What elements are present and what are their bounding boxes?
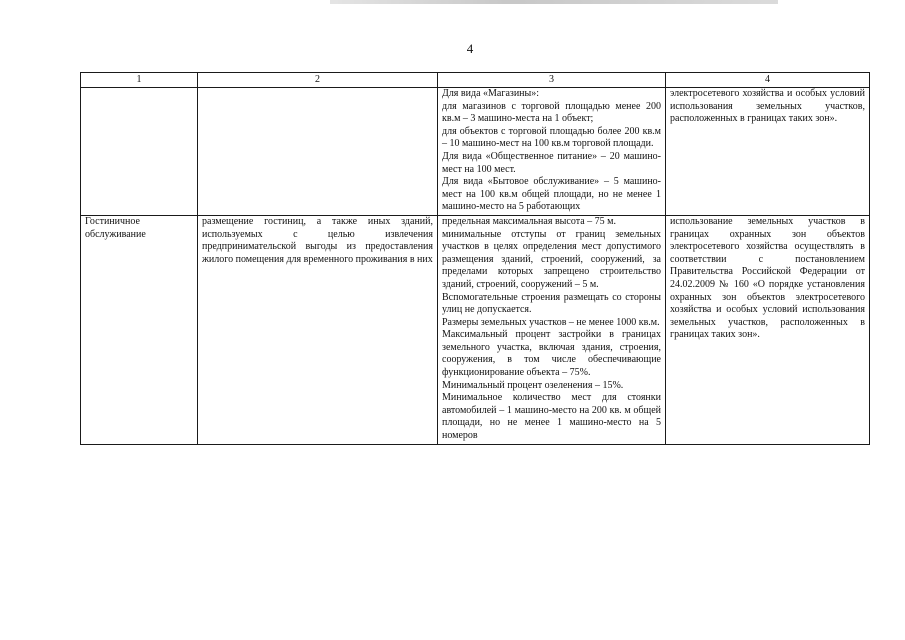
table-row bbox=[81, 88, 870, 216]
table-row bbox=[81, 215, 870, 444]
description-cell: размещение гостиниц, а также иных зданий, используемых с целью извлечения предпринимательской выгоды из предоставления жилого помещения для временного проживания в них bbox=[198, 215, 438, 444]
restrictions-cell: использование земельных участков в границах охранных зон объектов электросетевого хозяйства осуществлять в соответствии с постановлением Правительства Российской Федерации от 24.02.2009 № 160 «О порядке установления охранных зон объектов электросетевого хозяйства и особых условий использования земельных участков, расположенных в границах таких зон». bbox=[666, 215, 870, 444]
table-header-row bbox=[81, 73, 870, 88]
column-header-2: 2 bbox=[198, 73, 438, 88]
parameters-cell bbox=[438, 88, 666, 216]
parameter-paragraph: Для вида «Магазины»: bbox=[442, 88, 540, 99]
page-number: 4 bbox=[466, 41, 474, 56]
column-header-4: 4 bbox=[666, 73, 870, 88]
parameter-paragraph: для магазинов с торговой площадью менее 200 кв.м – 3 машино-места на 1 объект; bbox=[442, 100, 661, 125]
parameter-paragraph: Размеры земельных участков – не менее 1000 кв.м. bbox=[442, 316, 660, 328]
parameter-paragraph: Максимальный процент застройки в границах земельного участка, включая здания, строения, сооружения, в том числе обеспечивающие функционирование объекта – 75%. bbox=[442, 329, 661, 379]
parameter-paragraph: Для вида «Общественное питание» – 20 машино-мест на 100 мест. bbox=[442, 150, 661, 175]
restrictions-cell: электросетевого хозяйства и особых условий использования земельных участков, расположенных в границах таких зон». bbox=[666, 88, 870, 216]
column-header-1: 1 bbox=[81, 73, 198, 88]
column-header-3: 3 bbox=[438, 73, 666, 88]
parameter-paragraph: для объектов с торговой площадью более 200 кв.м – 10 машино-мест на 100 кв.м торговой площади. bbox=[442, 125, 661, 150]
parameters-cell bbox=[438, 215, 666, 444]
parameter-paragraph: Минимальное количество мест для стоянки автомобилей – 1 машино-место на 200 кв. м общей площади, но не менее 1 машино-место на 5 номеров bbox=[442, 392, 661, 442]
parameter-paragraph: предельная максимальная высота – 75 м. bbox=[442, 215, 616, 227]
parameter-paragraph: Для вида «Бытовое обслуживание» – 5 машино-мест на 100 кв.м общей площади, но не менее 1 машино-место на 5 работающих bbox=[442, 176, 661, 213]
type-cell bbox=[81, 88, 198, 216]
parameter-paragraph: Минимальный процент озеленения – 15%. bbox=[442, 379, 624, 391]
top-scan-artifact bbox=[330, 0, 778, 4]
description-cell bbox=[198, 88, 438, 216]
parameter-paragraph: минимальные отступы от границ земельных участков в целях определения мест допустимого размещения зданий, строений, сооружений, за пределами которых запрещено строительство зданий, строений, сооружений – 5 м. bbox=[442, 228, 661, 290]
type-cell: Гостиничное обслуживание bbox=[81, 215, 198, 444]
parameter-paragraph: Вспомогательные строения размещать со стороны улиц не допускается. bbox=[442, 291, 661, 316]
regulations-table bbox=[80, 72, 870, 445]
